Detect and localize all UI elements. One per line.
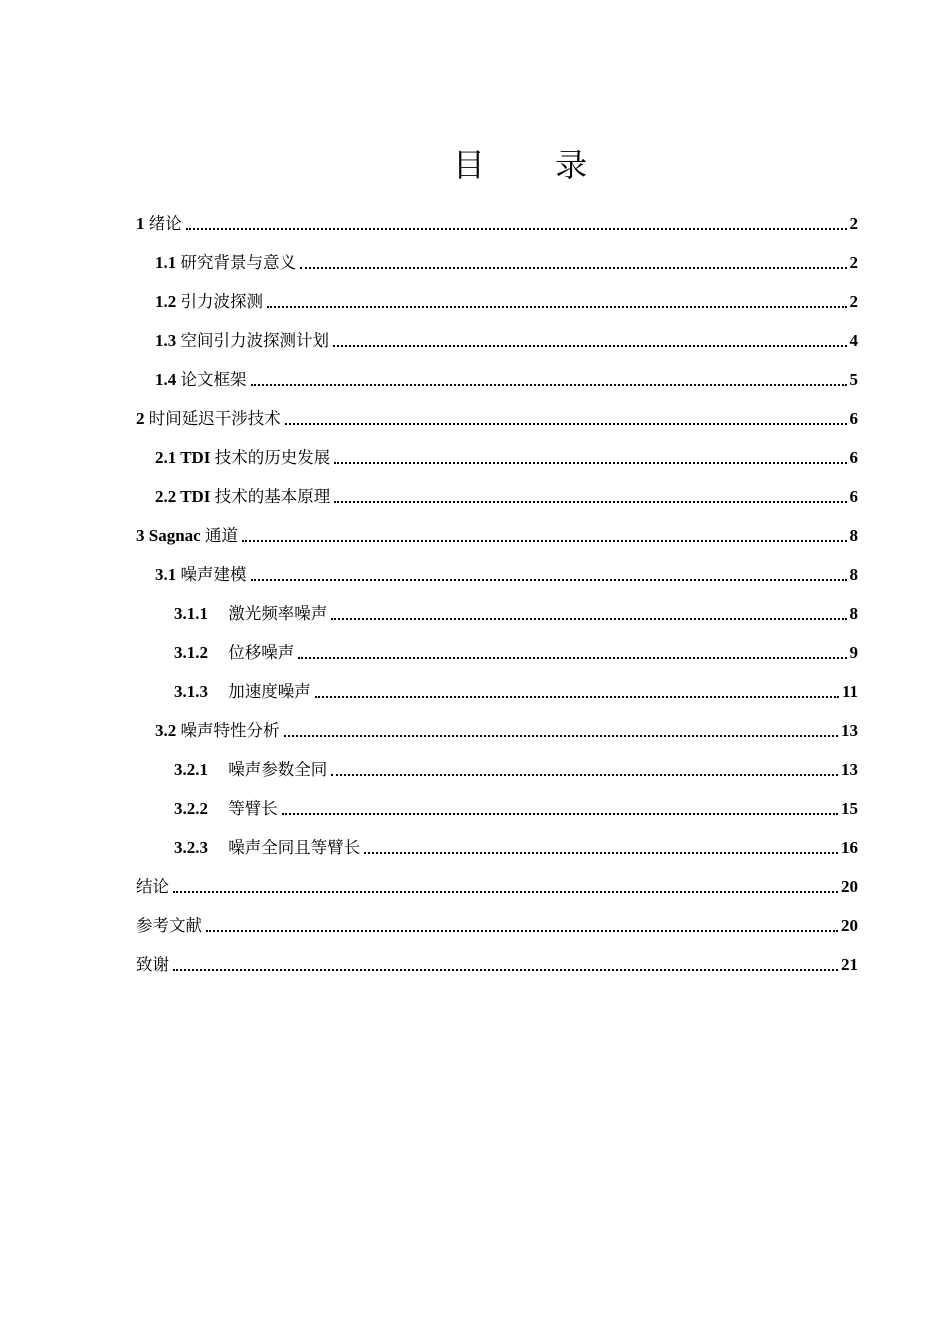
toc-entry-label: 噪声建模: [180, 565, 247, 584]
toc-entry-page: 6: [849, 487, 858, 506]
toc-entry[interactable]: [136, 859, 858, 898]
toc-entry-page: 20: [841, 916, 858, 935]
toc-entry-number: 1.1: [155, 253, 177, 272]
toc-entry[interactable]: [136, 742, 858, 781]
dot-leader: [285, 423, 847, 425]
dot-leader: [331, 618, 846, 620]
toc-entry[interactable]: [136, 274, 858, 313]
toc-entry[interactable]: [136, 352, 858, 391]
toc-entry-label: 位移噪声: [228, 643, 295, 662]
toc-entry-page: 2: [849, 253, 858, 272]
toc-entry[interactable]: [136, 469, 858, 508]
toc-entry[interactable]: [136, 235, 858, 274]
dot-leader: [242, 540, 847, 542]
toc-entry-number: 1.3: [155, 331, 177, 350]
toc-entry-page: 13: [841, 760, 858, 779]
toc-entry[interactable]: [136, 196, 858, 235]
toc-entry-label: 研究背景与意义: [180, 253, 296, 272]
toc-entry-number: 3.2.3: [174, 838, 208, 857]
toc-entry-label: 技术的基本原理: [214, 487, 331, 506]
dot-leader: [334, 501, 846, 503]
dot-leader: [173, 891, 838, 893]
toc-entry-label: 致谢: [136, 955, 169, 974]
toc-entry-label: 等臂长: [228, 799, 278, 818]
dot-leader: [267, 306, 847, 308]
toc-entry-page: 4: [849, 331, 858, 350]
toc-entry-page: 20: [841, 877, 858, 896]
dot-leader: [251, 384, 847, 386]
toc-entry-label: 加速度噪声: [228, 682, 311, 701]
toc-entry-number: 1: [136, 214, 145, 233]
toc-entry[interactable]: [136, 937, 858, 976]
toc-entry-number: 3.1.2: [174, 643, 208, 662]
toc-entry[interactable]: [136, 508, 858, 547]
dot-leader: [206, 930, 838, 932]
dot-leader: [300, 267, 847, 269]
toc-entry-label: 噪声参数全同: [228, 760, 328, 779]
toc-entry-page: 6: [849, 409, 858, 428]
toc-entry-label: 空间引力波探测计划: [180, 331, 329, 350]
dot-leader: [298, 657, 846, 659]
toc-entry-label: 噪声特性分析: [180, 721, 280, 740]
toc-entry[interactable]: [136, 664, 858, 703]
dot-leader: [333, 345, 847, 347]
dot-leader: [315, 696, 839, 698]
dot-leader: [331, 774, 838, 776]
toc-entry-number: 3.2: [155, 721, 177, 740]
toc-entry-label: 结论: [136, 877, 169, 896]
toc-entry[interactable]: [136, 625, 858, 664]
page-title: 目 录: [452, 146, 618, 184]
toc-entry-number: 3.2.2: [174, 799, 208, 818]
toc-entry-label: 通道: [204, 526, 238, 545]
toc-entry-number: 3 Sagnac: [136, 526, 201, 545]
dot-leader: [364, 852, 838, 854]
toc-entry-page: 13: [841, 721, 858, 740]
toc-entry-page: 11: [841, 682, 858, 701]
dot-leader: [173, 969, 838, 971]
toc-entry-number: 2.2 TDI: [155, 487, 211, 506]
toc-entry-page: 8: [849, 565, 858, 584]
toc-entry-number: 3.1: [155, 565, 177, 584]
dot-leader: [282, 813, 838, 815]
toc-entry-label: 时间延迟干涉技术: [148, 409, 281, 428]
toc-entry-page: 2: [849, 292, 858, 311]
toc-entry-label: 噪声全同且等臂长: [228, 838, 361, 857]
toc-entry-number: 3.1.3: [174, 682, 208, 701]
toc-entry[interactable]: [136, 586, 858, 625]
toc-entry[interactable]: [136, 781, 858, 820]
toc-entry-page: 21: [841, 955, 858, 974]
toc-entry[interactable]: [136, 820, 858, 859]
toc-entry-page: 16: [841, 838, 858, 857]
dot-leader: [284, 735, 839, 737]
toc-entry-number: 2: [136, 409, 145, 428]
toc-entry-page: 6: [849, 448, 858, 467]
toc-entry-page: 2: [849, 214, 858, 233]
toc-entry-number: 3.1.1: [174, 604, 208, 623]
dot-leader: [251, 579, 847, 581]
toc-entry-label: 绪论: [148, 214, 182, 233]
toc-entry-number: 1.4: [155, 370, 177, 389]
toc-entry[interactable]: [136, 313, 858, 352]
dot-leader: [186, 228, 847, 230]
toc-entry-page: 9: [849, 643, 858, 662]
toc-entry-page: 15: [841, 799, 858, 818]
toc-entry-page: 8: [849, 604, 858, 623]
toc-entry-page: 5: [849, 370, 858, 389]
toc-entry[interactable]: [136, 703, 858, 742]
toc-entry-label: 论文框架: [180, 370, 247, 389]
dot-leader: [334, 462, 846, 464]
toc-entry-label: 激光频率噪声: [228, 604, 328, 623]
toc-entry-page: 8: [849, 526, 858, 545]
toc-entry-label: 引力波探测: [180, 292, 263, 311]
toc-entry-label: 参考文献: [136, 916, 202, 935]
table-of-contents: [136, 196, 858, 976]
toc-entry-label: 技术的历史发展: [214, 448, 331, 467]
toc-entry[interactable]: [136, 898, 858, 937]
toc-entry-number: 3.2.1: [174, 760, 208, 779]
toc-entry[interactable]: [136, 430, 858, 469]
toc-entry[interactable]: [136, 547, 858, 586]
toc-entry[interactable]: [136, 391, 858, 430]
toc-entry-number: 1.2: [155, 292, 177, 311]
toc-entry-number: 2.1 TDI: [155, 448, 211, 467]
